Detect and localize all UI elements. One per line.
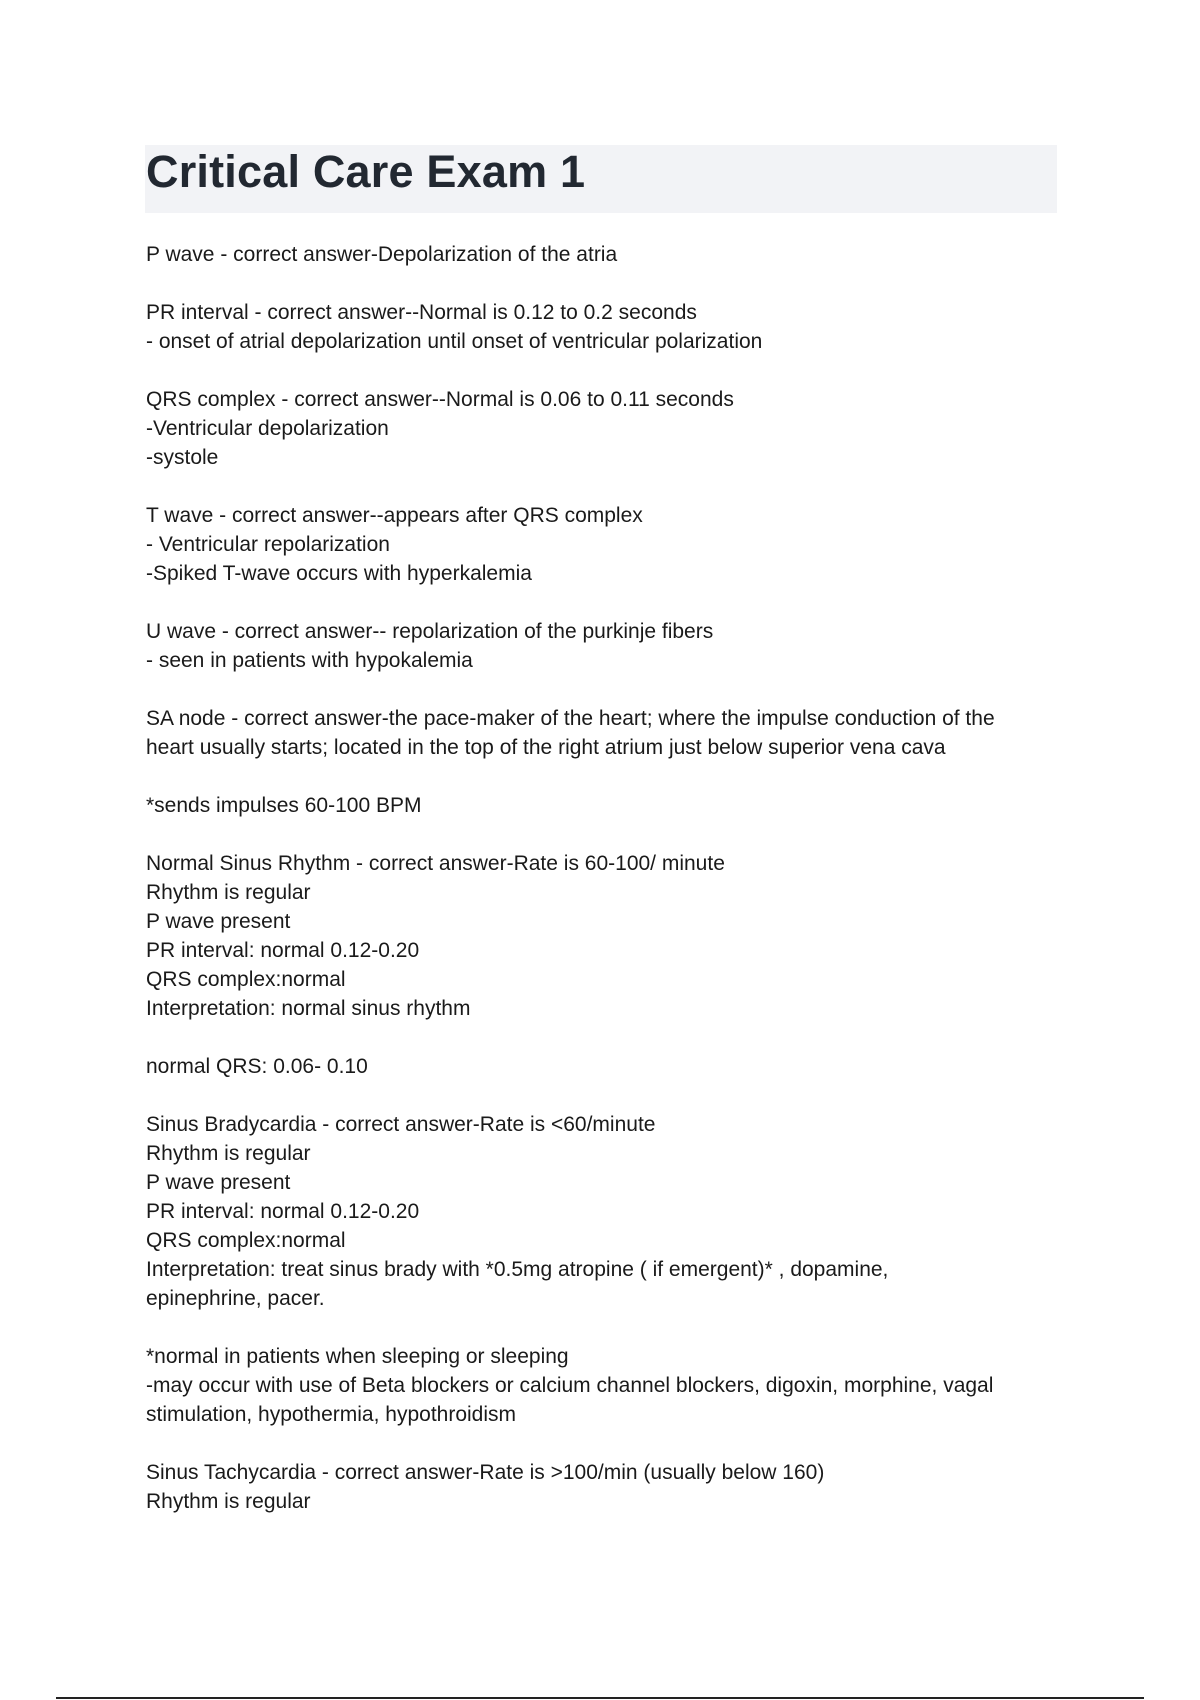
flashcard-bradycardia-note — [146, 1342, 1046, 1429]
card-line: PR interval - correct answer--Normal is 0.12 to 0.2 seconds — [146, 301, 697, 324]
card-line: - seen in patients with hypokalemia — [146, 649, 473, 672]
flashcard-u-wave — [146, 617, 1046, 675]
card-line: Interpretation: normal sinus rhythm — [146, 997, 471, 1020]
card-line: Rhythm is regular — [146, 1142, 311, 1165]
card-line: stimulation, hypothermia, hypothroidism — [146, 1403, 517, 1426]
document-title: Critical Care Exam 1 — [146, 146, 586, 197]
flashcard-sa-node-note — [146, 791, 1046, 820]
card-line: heart usually starts; located in the top of the right atrium just below superior vena cava — [146, 736, 946, 759]
card-line: QRS complex:normal — [146, 1229, 346, 1252]
card-line: Rhythm is regular — [146, 1490, 311, 1513]
card-line: U wave - correct answer-- repolarization of the purkinje fibers — [146, 620, 714, 643]
card-line: PR interval: normal 0.12-0.20 — [146, 939, 420, 962]
flashcard-list — [146, 240, 1046, 1545]
card-line: - Ventricular repolarization — [146, 533, 390, 556]
flashcard-p-wave — [146, 240, 1046, 269]
card-line: - onset of atrial depolarization until onset of ventricular polarization — [146, 330, 763, 353]
flashcard-qrs-complex — [146, 385, 1046, 472]
card-line: *sends impulses 60-100 BPM — [146, 794, 422, 817]
page-bottom-rule — [56, 1697, 1144, 1699]
card-line: QRS complex:normal — [146, 968, 346, 991]
card-line: -Ventricular depolarization — [146, 417, 389, 440]
card-line: -Spiked T-wave occurs with hyperkalemia — [146, 562, 532, 585]
card-line: QRS complex - correct answer--Normal is 0.06 to 0.11 seconds — [146, 388, 734, 411]
card-line: -systole — [146, 446, 219, 469]
card-line: T wave - correct answer--appears after QRS complex — [146, 504, 643, 527]
flashcard-pr-interval — [146, 298, 1046, 356]
card-line: Interpretation: treat sinus brady with *0.5mg atropine ( if emergent)* , dopamine, — [146, 1258, 889, 1281]
flashcard-normal-sinus-rhythm — [146, 849, 1046, 1023]
card-line: -may occur with use of Beta blockers or calcium channel blockers, digoxin, morphine, vagal — [146, 1374, 994, 1397]
card-line: Sinus Tachycardia - correct answer-Rate is >100/min (usually below 160) — [146, 1461, 825, 1484]
flashcard-normal-qrs-note — [146, 1052, 1046, 1081]
card-line: SA node - correct answer-the pace-maker of the heart; where the impulse conduction of the — [146, 707, 995, 730]
card-line: *normal in patients when sleeping or sleeping — [146, 1345, 569, 1368]
card-line: epinephrine, pacer. — [146, 1287, 325, 1310]
card-line: P wave present — [146, 1171, 291, 1194]
card-line: Rhythm is regular — [146, 881, 311, 904]
card-line: P wave present — [146, 910, 291, 933]
card-line: P wave - correct answer-Depolarization of the atria — [146, 243, 618, 266]
flashcard-sinus-bradycardia — [146, 1110, 1046, 1313]
card-line: Sinus Bradycardia - correct answer-Rate is <60/minute — [146, 1113, 656, 1136]
flashcard-sa-node — [146, 704, 1046, 762]
card-line: PR interval: normal 0.12-0.20 — [146, 1200, 420, 1223]
flashcard-t-wave — [146, 501, 1046, 588]
card-line: normal QRS: 0.06- 0.10 — [146, 1055, 368, 1078]
card-line: Normal Sinus Rhythm - correct answer-Rate is 60-100/ minute — [146, 852, 725, 875]
flashcard-sinus-tachycardia — [146, 1458, 1046, 1516]
